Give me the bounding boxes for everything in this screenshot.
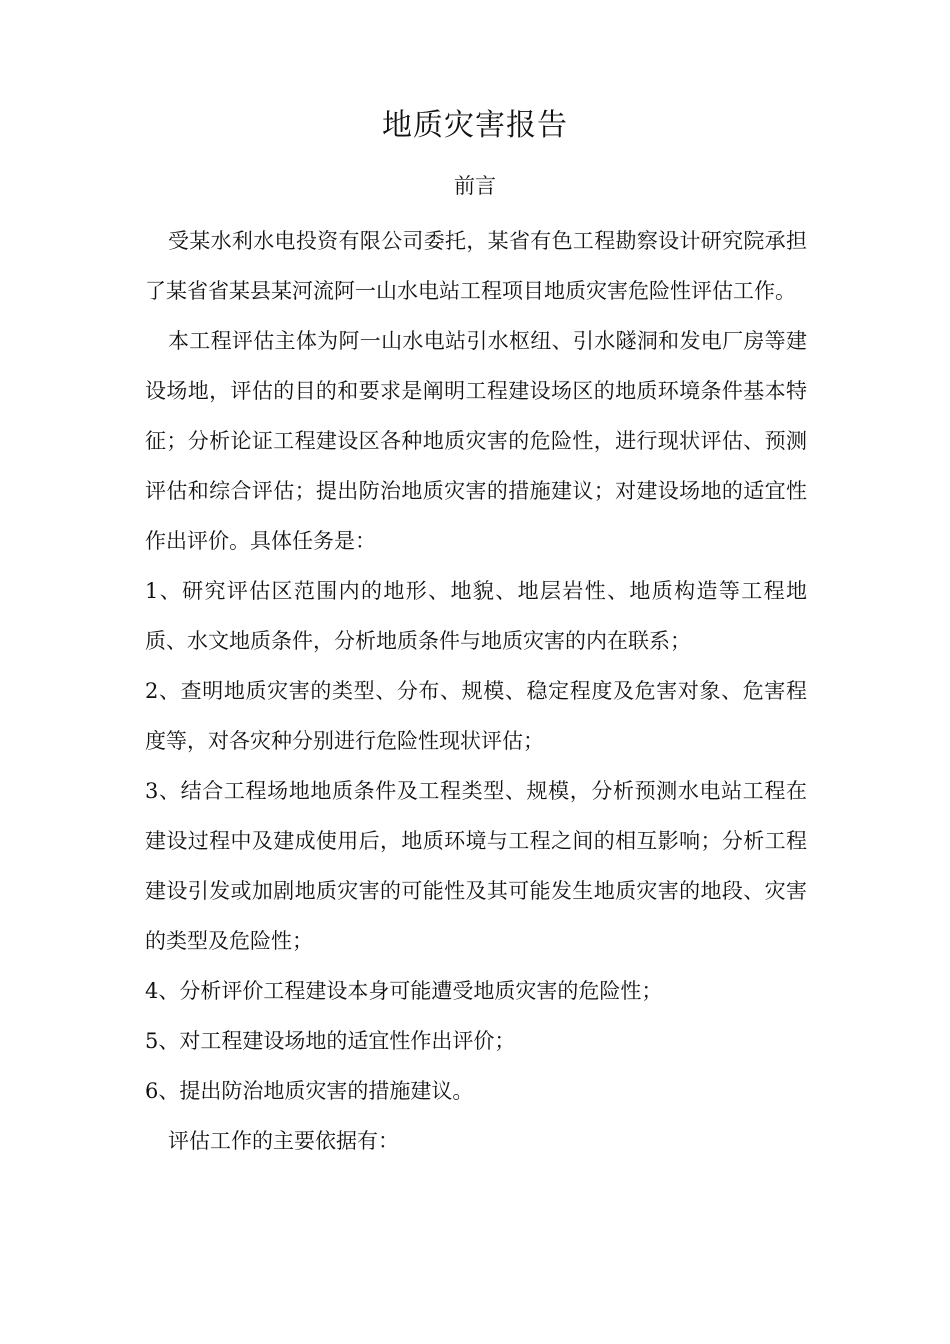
paragraph-basis-heading: 评估工作的主要依据有：	[168, 1129, 399, 1153]
task-item-3: 3、结合工程场地地质条件及工程类型、规模，分析预测水电站工程在建设过程中及建成使用后，地质环境与工程之间的相互影响；分析工程建设引发或加剧地质灾害的可能性及其可能发生地质灾害的地段、灾害的类型及危险性；	[145, 779, 807, 953]
task-item-2: 2、查明地质灾害的类型、分布、规模、稳定程度及危害对象、危害程度等，对各灾种分别进行危险性现状评估；	[145, 679, 807, 753]
task-item-1: 1、研究评估区范围内的地形、地貌、地层岩性、地质构造等工程地质、水文地质条件，分析地质条件与地质灾害的内在联系；	[145, 579, 807, 653]
document-body	[145, 216, 807, 1166]
task-item-5: 5、对工程建设场地的适宜性作出评价；	[145, 1029, 516, 1053]
section-heading-preface: 前言	[454, 174, 496, 198]
paragraph-scope: 本工程评估主体为阿一山水电站引水枢纽、引水隧洞和发电厂房等建设场地，评估的目的和要求是阐明工程建设场区的地质环境条件基本特征；分析论证工程建设区各种地质灾害的危险性，进行现状评估、预测评估和综合评估；提出防治地质灾害的措施建议；对建设场地的适宜性作出评价。具体任务是：	[145, 329, 807, 553]
task-item-4: 4、分析评价工程建设本身可能遭受地质灾害的危险性；	[145, 979, 663, 1003]
task-item-6: 6、提出防治地质灾害的措施建议。	[145, 1079, 474, 1103]
paragraph-commission: 受某水利水电投资有限公司委托，某省有色工程勘察设计研究院承担了某省省某县某河流阿一山水电站工程项目地质灾害危险性评估工作。	[145, 229, 807, 303]
document-title: 地质灾害报告	[382, 108, 568, 143]
